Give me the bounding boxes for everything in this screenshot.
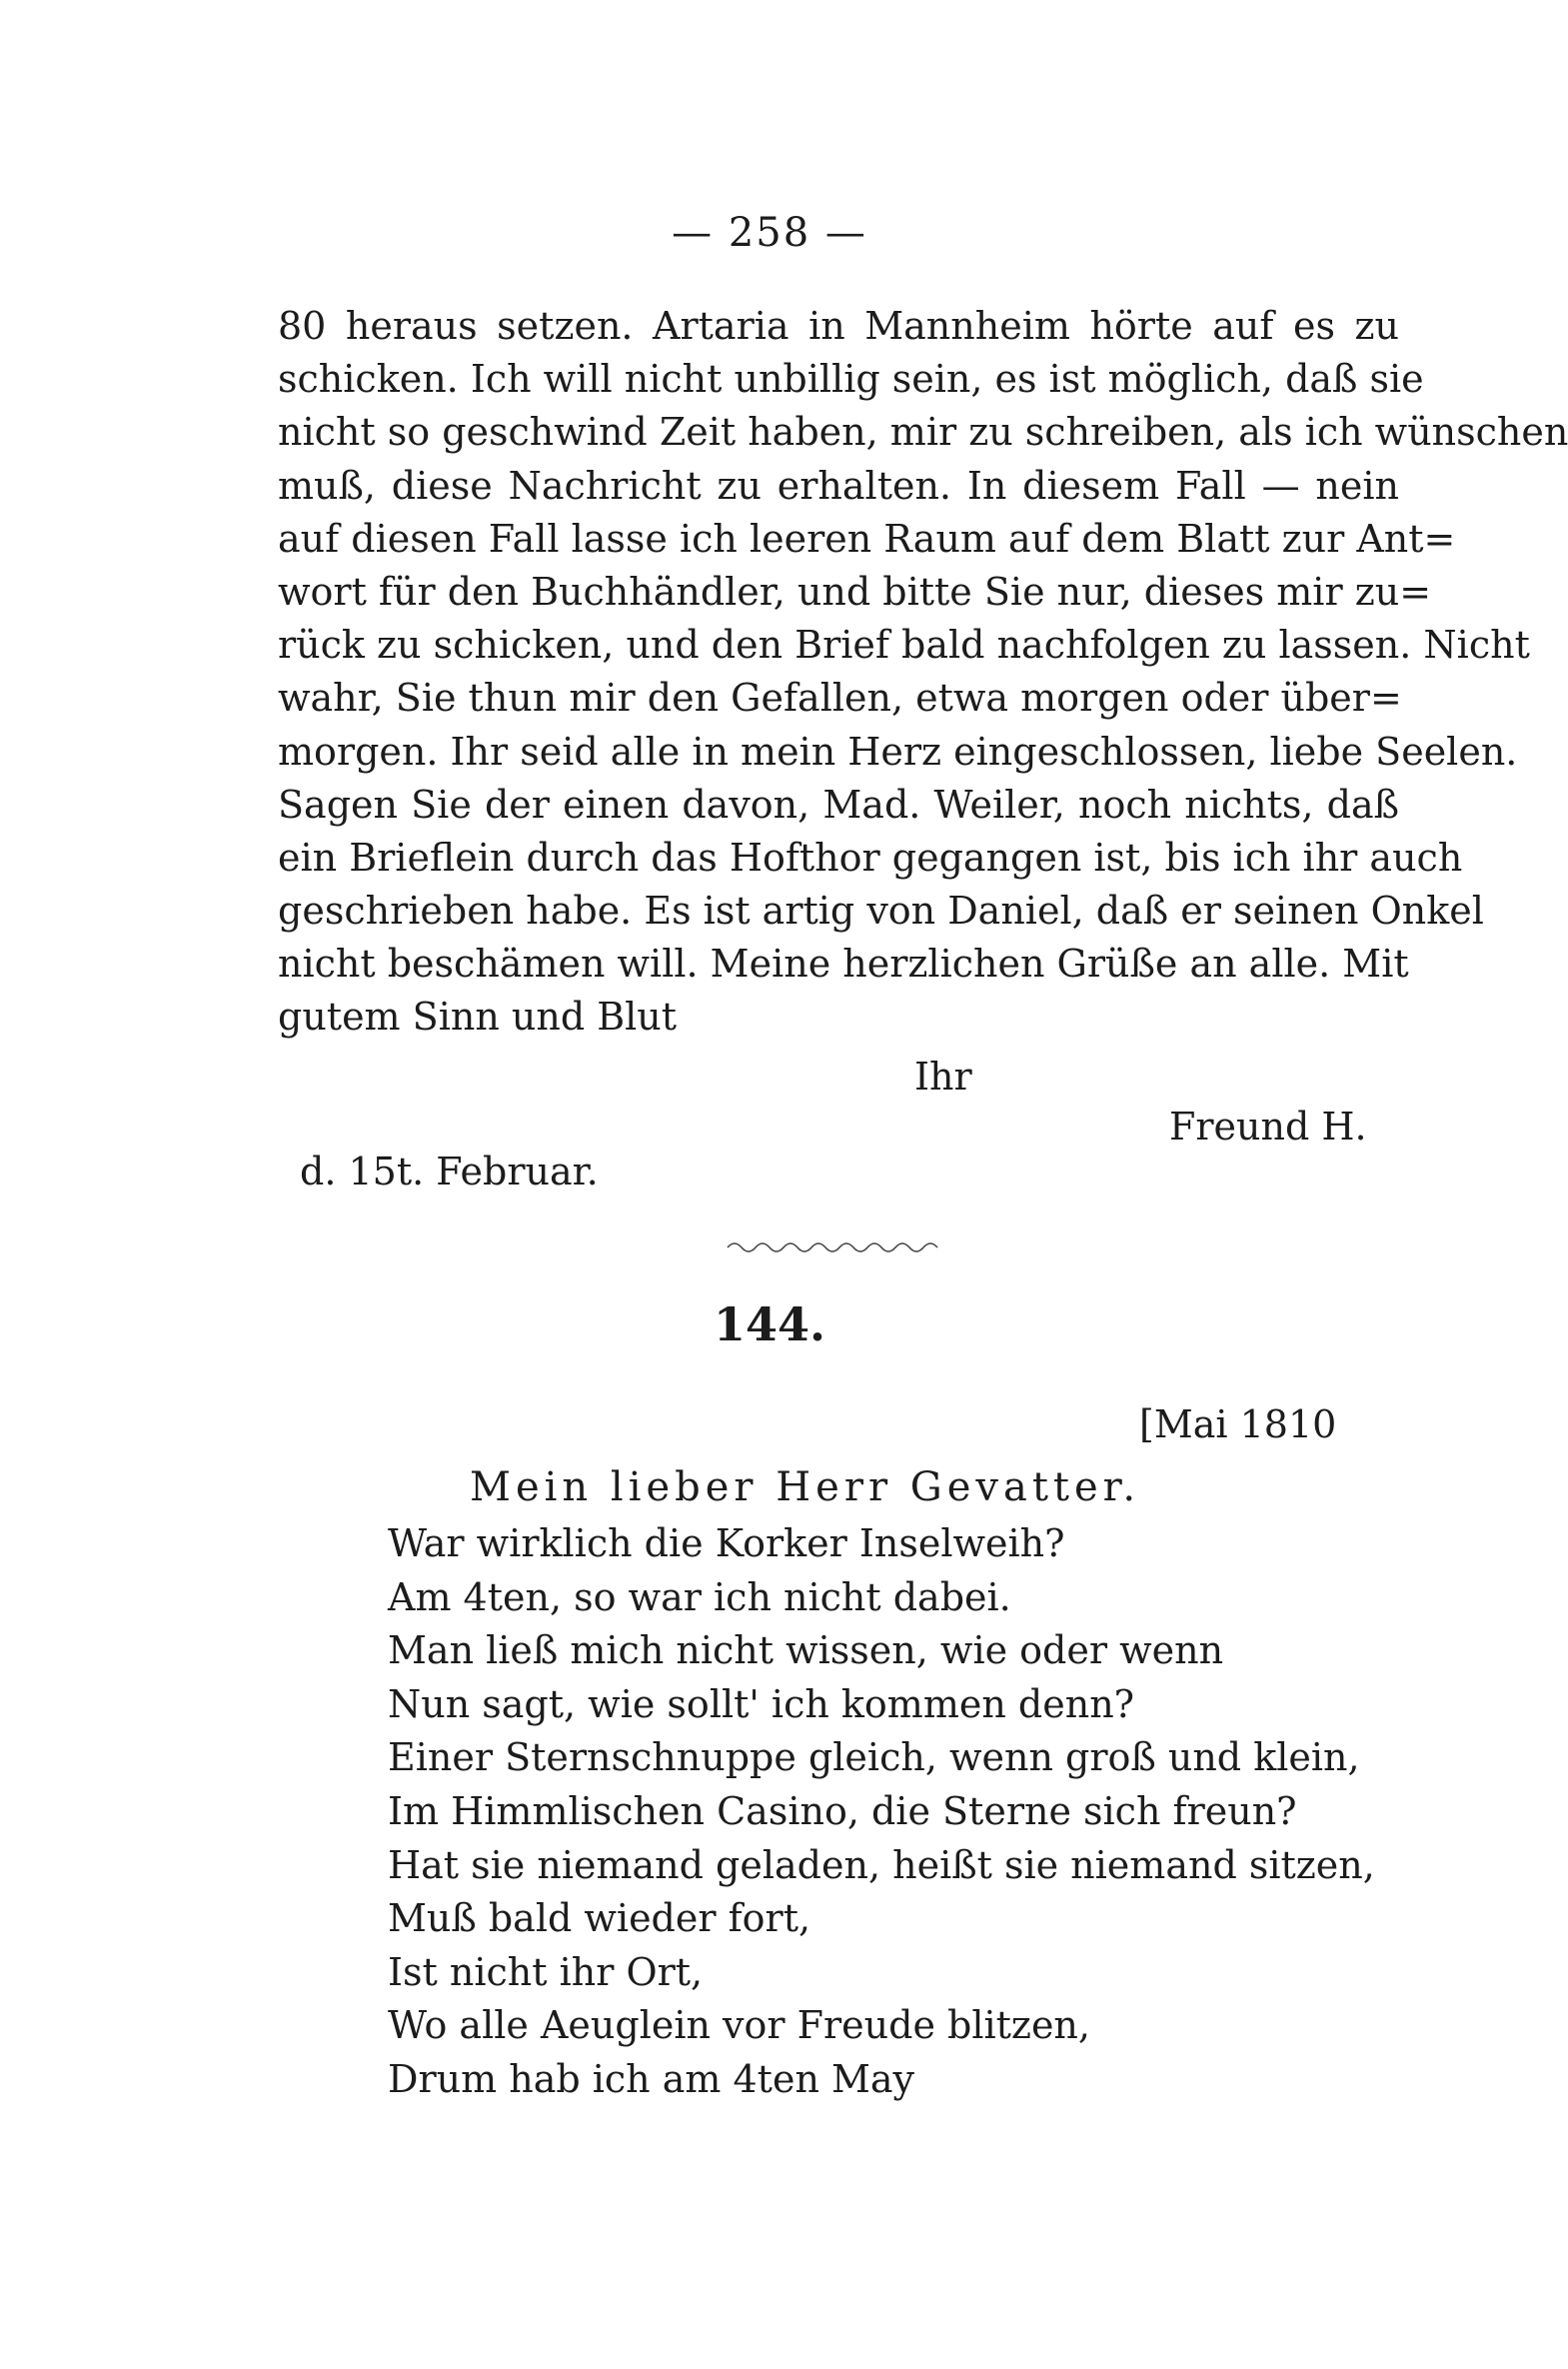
poem-line: Muß bald wieder fort, <box>388 1896 811 1941</box>
poem-line: Drum hab ich am 4ten May <box>388 2056 915 2101</box>
text-line: wahr, Sie thun mir den Gefallen, etwa morgen oder über= <box>278 676 1402 721</box>
poem-line: Ist nicht ihr Ort, <box>388 1949 704 1994</box>
poem <box>388 1517 1387 2107</box>
text-line: muß, diese Nachricht zu erhalten. In diesem Fall — nein <box>278 463 1399 508</box>
letter-number: 144. <box>713 1297 826 1351</box>
text-line: nicht so geschwind Zeit haben, mir zu schreiben, als ich wünschen <box>278 410 1568 455</box>
text-line: rück zu schicken, und den Brief bald nachfolgen zu lassen. Nicht <box>278 623 1530 668</box>
text-line: 80 heraus setzen. Artaria in Mannheim hörte auf es zu <box>278 304 1399 348</box>
poem-line: Man ließ mich nicht wissen, wie oder wenn <box>388 1628 1224 1673</box>
poem-line: Nun sagt, wie sollt' ich kommen denn? <box>388 1681 1135 1726</box>
poem-line: Hat sie niemand geladen, heißt sie niemand sitzen, <box>388 1842 1375 1887</box>
text-line: schicken. Ich will nicht unbillig sein, es ist möglich, daß sie <box>278 357 1424 402</box>
text-line: nicht beschämen will. Meine herzlichen Grüße an alle. Mit <box>278 942 1409 987</box>
poem-line: Am 4ten, so war ich nicht dabei. <box>388 1574 1011 1619</box>
wavy-separator <box>728 1237 947 1257</box>
text-line: ein Brieflein durch das Hofthor gegangen ist, bis ich ihr auch <box>278 835 1463 880</box>
poem-line: Wo alle Aeuglein vor Freude blitzen, <box>388 2003 1090 2048</box>
text-line: morgen. Ihr seid alle in mein Herz eingeschlossen, liebe Seelen. <box>278 729 1518 774</box>
text-line: auf diesen Fall lasse ich leeren Raum auf dem Blatt zur Ant= <box>278 516 1456 561</box>
closing-signature: Freund H. <box>1169 1105 1367 1149</box>
closing-ihr: Ihr <box>914 1055 972 1099</box>
text-line: wort für den Buchhändler, und bitte Sie nur, dieses mir zu= <box>278 569 1432 614</box>
poem-line: Einer Sternschnuppe gleich, wenn groß und klein, <box>388 1735 1360 1780</box>
salutation: Mein lieber Herr Gevatter. <box>470 1464 1141 1510</box>
text-line: geschrieben habe. Es ist artig von Daniel, daß er seinen Onkel <box>278 889 1484 934</box>
text-line: gutem Sinn und Blut <box>278 995 678 1040</box>
letter-paragraph <box>278 300 1568 1045</box>
poem-line: Im Himmlischen Casino, die Sterne sich freun? <box>388 1788 1297 1833</box>
page-number: — 258 — <box>672 210 867 256</box>
text-line: Sagen Sie der einen davon, Mad. Weiler, noch nichts, daß <box>278 782 1399 827</box>
closing-date: d. 15t. Februar. <box>300 1150 599 1193</box>
letter-date: [Mai 1810 <box>1139 1402 1337 1446</box>
poem-line: War wirklich die Korker Inselweih? <box>388 1521 1065 1565</box>
